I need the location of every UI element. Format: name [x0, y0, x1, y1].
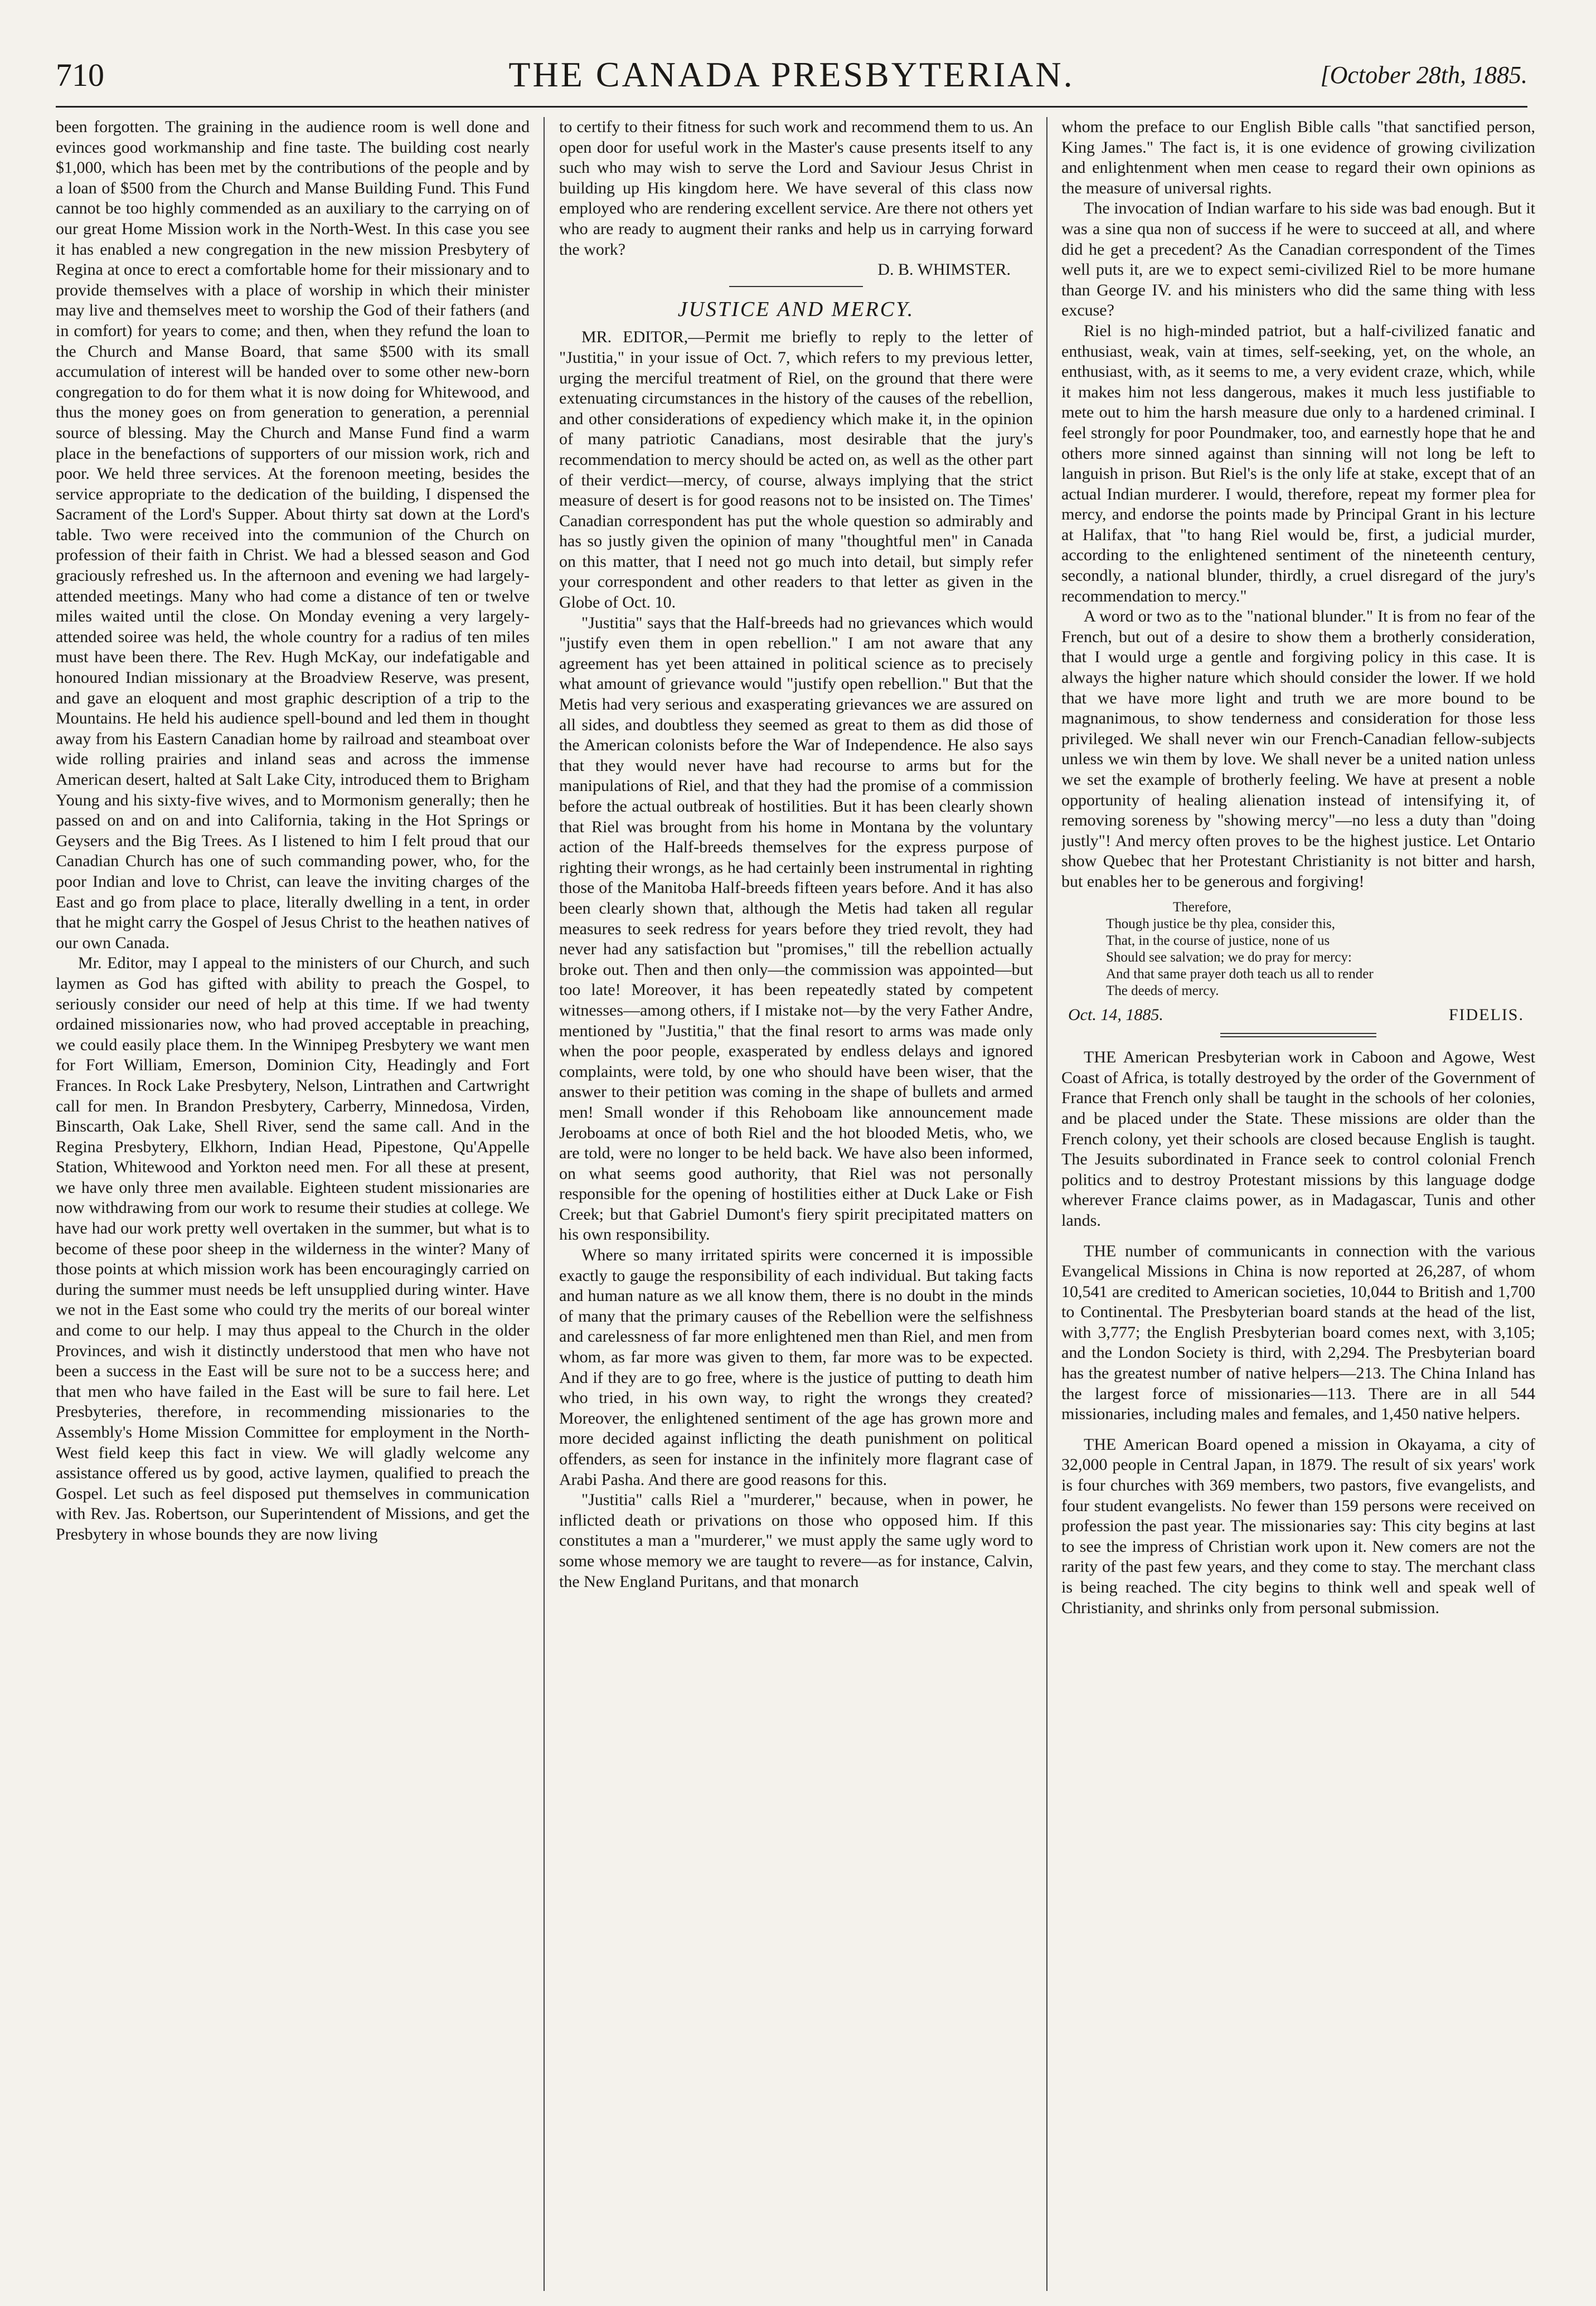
column-divider — [544, 117, 545, 2291]
masthead-rule — [56, 106, 1527, 108]
column-2 — [559, 117, 1033, 2302]
letter-signature: D. B. WHIMSTER. — [877, 260, 1011, 279]
verse-line: That, in the course of justice, none of us — [1106, 933, 1330, 948]
paragraph: "Justitia" says that the Half-breeds had no grievances which would "justify even them in open rebellion." I am not aware that any agreement has yet been attained in political science as to precisely what amount of grievance would "justify open rebellion." But that the Metis had very serious and exasperating grievances we are assured on all sides, and doubtless they seemed as great to them as did those of the American colonists before the War of Independence. He also says that they would never have had recourse to arms but for the manipulations of Riel, and that they had the promise of a commission before the actual outbreak of hostilities. But it has been clearly shown that Riel was brought from his home in Montana by the voluntary action of the Half-breeds themselves for the express purpose of righting their wrongs, as he had certainly been instrumental in righting those of the Manitoba Half-breeds fifteen years before. And it has also been clearly shown that, although the Metis had taken all regular measures to seek redress for years before they tried revolt, they had never had any satisfaction but "promises," till the rebellion actually broke out. Then and then only—the commission was appointed—but too late! Moreover, it has been repeatedly stated by competent witnesses—among others, if I mistake not—by the very Father Andre, mentioned by "Justitia," that the final resort to arms was made only when the poor people, exasperated by endless delays and ignored complaints, were told, by one who should have been wiser, that the answer to their petition was coming in the shape of bullets and armed men! Small wonder if this Rehoboam like announcement made Jeroboams at once of both Riel and the hot blooded Metis, who, we are told, were no longer to be held back. We have also been informed, on what seems good authority, that Riel was not personally responsible for the opening of hostilities either at Duck Lake or Fish Creek; but that Gabriel Dumont's fiery spirit precipitated matters on his own responsibility. — [559, 613, 1033, 1244]
paragraph: The invocation of Indian warfare to his side was bad enough. But it was a sine qua non of success if he were to succeed at all, and where did he get a precedent? As the Canadian correspondent of the Times well puts it, are we to expect semi-civilized Riel to be more humane than George IV. and his ministers who did the same thing with less excuse? — [1061, 199, 1535, 320]
paragraph: whom the preface to our English Bible calls "that sanctified person, King James." The fact is, it is one evidence of growing civilization and enlightenment when men cease to regard their own opinions as the measure of universal rights. — [1061, 118, 1535, 197]
verse-quotation — [1106, 899, 1535, 999]
paragraph: "Justitia" calls Riel a "murderer," because, when in power, he inflicted death or privations on those who opposed him. If this constitutes a man a "murderer," we must apply the same ugly word to some whose memory we are taught to revere—as for instance, Calvin, the New England Puritans, and that monarch — [559, 1491, 1033, 1591]
column-divider — [1046, 117, 1047, 2291]
signoff-name: FIDELIS. — [1448, 1005, 1524, 1024]
paragraph: to certify to their fitness for such work and recommend them to us. An open door for useful work in the Master's cause presents itself to any such who may wish to serve the Lord and Saviour Jesus Christ in building up His kingdom here. We have several of this class now employed who are rendering excellent service. Are there not others yet who are ready to augment their ranks and help us in carrying forward the work? — [559, 118, 1033, 259]
issue-date: [October 28th, 1885. — [1320, 61, 1527, 89]
paragraph: been forgotten. The graining in the audience room is well done and evinces good workmanship and fine taste. The building cost nearly $1,000, which has been met by the contributions of the people and by a loan of $500 from the Church and Manse Building Fund. This Fund cannot be too highly commended as an auxiliary to the carrying on of our great Home Mission work in the North-West. In this case you see it has enabled a new congregation in the new mission Presbytery of Regina at once to erect a comfortable home for their missionary and to provide themselves with a place of worship in which their minister may live and themselves meet to worship the God of their fathers (and in comfort) for years to come; and then, when they refund the loan to the Church and Manse Board, that same $500 with its small accumulation of interest will be handed over to some other new-born congregation to do for them what it is now doing for Whitewood, and thus the money goes on from generation to generation, a perennial source of blessing. May the Church and Manse Fund find a warm place in the benefactions of supporters of our mission work, rich and poor. We held three services. At the forenoon meeting, besides the service appropriate to the dedication of the building, I dispensed the Sacrament of the Lord's Supper. About thirty sat down at the Lord's table. Two were received into the communion of the Church on profession of their faith in Christ. We had a blessed season and God graciously refreshed us. In the afternoon and evening we had largely-attended meetings. Many who had come a distance of ten or twelve miles waited until the close. On Monday evening a very largely-attended soiree was held, the whole country for a radius of ten miles must have been there. The Rev. Hugh McKay, our indefatigable and honoured Indian missionary at the Broadview Reserve, was present, and gave an eloquent and most graphic description of a trip to the Mountains. He held his audience spell-bound and led them in thought away from his Eastern Canadian home by railroad and steamboat over wide rolling prairies and inland seas and across the immense American desert, halted at Salt Lake City, introduced them to Brigham Young and his sixty-five wives, and to Mormonism generally; then he passed on and on and into California, taking in the Hot Springs or Geysers and the Big Trees. As I listened to him I felt proud that our Canadian Church has one of such commanding power, who, for the poor Indian and love to Christ, can leave the inviting charges of the East and go from place to place, literally dwelling in a tent, in order that he might carry the Gospel of Jesus Christ to the heathen natives of our own Canada. — [56, 118, 530, 952]
paragraph: THE number of communicants in connection with the various Evangelical Missions in China is now reported at 26,287, of whom 10,541 are credited to American societies, 10,044 to British and 1,700 to Continental. The Presbyterian board stands at the head of the list, with 3,777; the English Presbyterian board comes next, with 3,105; and the London Society is third, with 2,294. The Presbyterian board has the greatest number of native helpers—213. The China Inland has the largest force of missionaries—113. There are in all 544 missionaries, including males and females, and 1,450 native helpers. — [1061, 1241, 1535, 1424]
article-headline: JUSTICE AND MERCY. — [677, 297, 915, 321]
paragraph: A word or two as to the "national blunder." It is from no fear of the French, but out of a desire to show them a brotherly consideration, that I would urge a gentle and forgiving policy in this case. It is always the higher nature which should consider the lower. If we hold that we have more light and truth we are more bound to be magnanimous, to show tenderness and consideration for those less privileged. We shall never win our French-Canadian fellow-subjects unless we win them by love. We shall never be a united nation unless we set the example of brotherly feeling. We have at present a noble opportunity of healing alienation instead of intensifying it, of removing soreness by "showing mercy"—no less a duty than "doing justly"! And mercy often proves to be the highest justice. Let Ontario show Quebec that her Protestant Christianity is not bitter and harsh, but enables her to be generous and forgiving! — [1061, 607, 1535, 891]
paragraph: THE American Board opened a mission in Okayama, a city of 32,000 people in Central Japan, in 1879. The result of six years' work is four churches with 369 members, two pastors, five evangelists, and four student evangelists. No fewer than 159 persons were received on profession the past year. The missionaries say: This city begins at last to see the impress of Christian work upon it. New comers are not the rarity of the past few years, and they come to stay. The merchant class is being reached. The city begins to think well and speak well of Christianity, and shrinks only from personal submission. — [1061, 1435, 1535, 1617]
letter-signoff — [1068, 1005, 1524, 1026]
headline-rule — [729, 286, 863, 287]
paragraph: Mr. Editor, may I appeal to the ministers of our Church, and such laymen as God has gifted with ability to preach the Gospel, to seriously consider our need of help at this time. If we had twenty ordained missionaries now, who had proved acceptable in preaching, we could easily place them. In the Winnipeg Presbytery we want men for Fort William, Emerson, Dominion City, Headingly and Fort Frances. In Rock Lake Presbytery, Nelson, Lintrathen and Cartwright call for men. In Brandon Presbytery, Carberry, Minnedosa, Virden, Binscarth, Oak Lake, Shell River, send the same call. And in the Regina Presbytery, Elkhorn, Indian Head, Pipestone, Qu'Appelle Station, Whitewood and Yorkton need men. For all these at present, we have only three men available. Eighteen student missionaries are now withdrawing from our work to resume their studies at college. We have had our work pretty well overtaken in the summer, but what is to become of these poor sheep in the wilderness in the winter? Many of those points at which mission work has been encouragingly carried on during the summer must needs be left unsupplied during winter. Have we not in the East some who could try the merits of our boreal winter and come to our help. I may thus appeal to the Church in the older Provinces, and wish it distinctly understood that men who have not been a success in the East will be sure not to be a success here; and that men who have failed in the East will be sure to fail here. Let Presbyteries, therefore, in recommending missionaries to the Assembly's Home Mission Committee for employment in the North-West field keep this fact in view. We will gladly welcome any assistance offered us by good, active laymen, qualified to preach the Gospel. Let such as feel disposed put themselves in communication with Rev. Jas. Robertson, our Superintendent of Missions, and get the Presbytery in whose bounds they are now living — [56, 954, 530, 1543]
signoff-date: Oct. 14, 1885. — [1068, 1005, 1163, 1024]
paragraph: Riel is no high-minded patriot, but a half-civilized fanatic and enthusiast, weak, vain at times, self-seeking, yet, on the whole, an enthusiast, with, as it seems to me, a very evident craze, which, while it makes him not less dangerous, makes it much less justifiable to mete out to him the harsh measure due only to a hardened criminal. I feel strongly for poor Poundmaker, too, and earnestly hope that he and others more sinned against than sinning will not long be left to languish in prison. But Riel's is the only life at stake, except that of an actual Indian murderer. I would, therefore, repeat my former plea for mercy, and endorse the points made by Principal Grant in his lecture at Halifax, that "to hang Riel would be, first, a judicial murder, according to the enlightened sentiment of the nineteenth century, secondly, a national blunder, thirdly, a cruel disregard of the jury's recommendation to mercy." — [1061, 321, 1535, 605]
column-1 — [56, 117, 530, 2302]
journal-title: THE CANADA PRESBYTERIAN. — [508, 55, 1075, 94]
verse-line: The deeds of mercy. — [1106, 983, 1219, 998]
paragraph: THE American Presbyterian work in Caboon and Agowe, West Coast of Africa, is totally destroyed by the order of the Government of France that French only shall be taught in the schools of her colonies, and be placed under the State. These missions are older than the French colony, yet their schools are closed because English is taught. The Jesuits subordinated in France seek to control colonial French politics and to destroy Protestant missions by this language dodge wherever France claims power, as in Madagascar, Tunis and other lands. — [1061, 1048, 1535, 1230]
section-rule — [1220, 1033, 1376, 1037]
verse-line: Though justice be thy plea, consider this, — [1106, 916, 1336, 931]
masthead — [56, 53, 1527, 98]
column-3 — [1061, 117, 1535, 2302]
verse-line: Therefore, — [1173, 899, 1231, 915]
paragraph: Where so many irritated spirits were concerned it is impossible exactly to gauge the responsibility of each individual. But taking facts and human nature as we all know them, there is no doubt in the minds of many that the primary causes of the Rebellion were the selfishness and carelessness of far more enlightened men than Riel, and men from whom, as far more was given to them, far more was to be expected. And if they are to go free, where is the justice of putting to death him who tried, in his own way, to right the wrongs they created? Moreover, the enlightened sentiment of the age has grown more and more decided against inflicting the death punishment on political offenders, as seen for instance in the infinitely more flagrant case of Arabi Pasha. And there are good reasons for this. — [559, 1246, 1033, 1489]
paragraph: MR. EDITOR,—Permit me briefly to reply to the letter of "Justitia," in your issue of Oct. 7, which refers to my previous letter, urging the merciful treatment of Riel, on the ground that there were extenuating circumstances in the history of the causes of the rebellion, and other considerations of expediency which make it, in the opinion of many patriotic Canadians, most desirable that the jury's recommendation to mercy should be acted on, as well as the other part of their verdict—mercy, of course, always implying that the strict measure of desert is for good reasons not to be insisted on. The Times' Canadian correspondent has put the whole question so admirably and has so justly given the opinion of many "thoughtful men" in Canada on this matter, that I need not go much into detail, but simply refer your correspondent and other readers to that letter as given in the Globe of Oct. 10. — [559, 328, 1033, 612]
verse-line: Should see salvation; we do pray for mercy: — [1106, 949, 1352, 965]
page-number: 710 — [56, 57, 104, 93]
verse-line: And that same prayer doth teach us all to render — [1106, 966, 1374, 982]
